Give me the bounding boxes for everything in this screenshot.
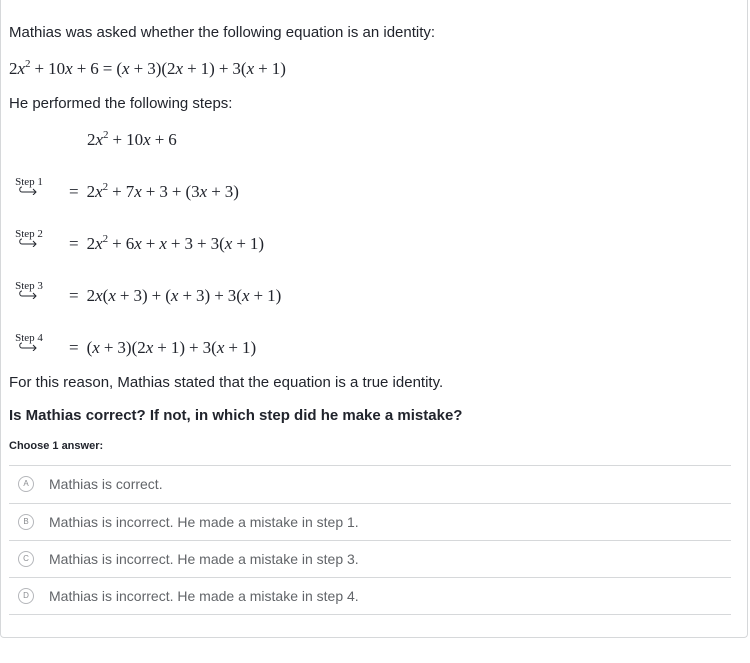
step-label: Step 4 bbox=[15, 332, 43, 344]
step-1-expression: = $2x^2 + 7x + 3 + (3x + 3)$ bbox=[69, 181, 239, 201]
step-3-expression: = 2x(x + 3) + (x + 3) + 3(x + 1) bbox=[69, 286, 282, 305]
step-label: Step 3 bbox=[15, 280, 43, 292]
starting-expression: $2x^2 + 10x + 6$ bbox=[87, 129, 177, 149]
choice-text: Mathias is incorrect. He made a mistake in step 1. bbox=[49, 514, 359, 530]
step-2-expression: = $2x^2 + 6x + x + 3 + 3(x + 1)$ bbox=[69, 233, 265, 253]
conclusion-text: For this reason, Mathias stated that the equation is a true identity. bbox=[9, 374, 444, 391]
choose-label: Choose 1 answer: bbox=[9, 440, 104, 452]
choice-text: Mathias is incorrect. He made a mistake in step 4. bbox=[49, 588, 359, 604]
step-4-expression: = (x + 3)(2x + 1) + 3(x + 1) bbox=[69, 338, 257, 357]
choice-letter-badge: A bbox=[18, 476, 34, 492]
choice-text: Mathias is incorrect. He made a mistake in step 3. bbox=[49, 551, 359, 567]
choice-a[interactable] bbox=[9, 466, 731, 503]
choice-d[interactable] bbox=[9, 578, 731, 615]
choice-letter-badge: B bbox=[18, 514, 34, 530]
choice-b[interactable] bbox=[9, 504, 731, 541]
choice-text: Mathias is correct. bbox=[49, 476, 163, 492]
step-label: Step 2 bbox=[15, 228, 43, 240]
step-4-label bbox=[12, 332, 46, 351]
step-2-label bbox=[12, 228, 46, 247]
step-1-label bbox=[12, 176, 46, 195]
choice-letter-badge: D bbox=[18, 588, 34, 604]
step-3-label bbox=[12, 280, 46, 299]
intro-text: Mathias was asked whether the following equation is an identity: bbox=[9, 24, 436, 41]
steps-intro-text: He performed the following steps: bbox=[9, 95, 233, 112]
step-label: Step 1 bbox=[15, 176, 43, 188]
choice-c[interactable] bbox=[9, 541, 731, 578]
divider bbox=[9, 614, 731, 615]
choice-letter-badge: C bbox=[18, 551, 34, 567]
question-prompt: Is Mathias correct? If not, in which step did he make a mistake? bbox=[9, 407, 463, 424]
identity-equation: $2x^2 + 10x + 6 = (x + 3)(2x + 1) + 3(x + 1)$ bbox=[9, 58, 286, 78]
